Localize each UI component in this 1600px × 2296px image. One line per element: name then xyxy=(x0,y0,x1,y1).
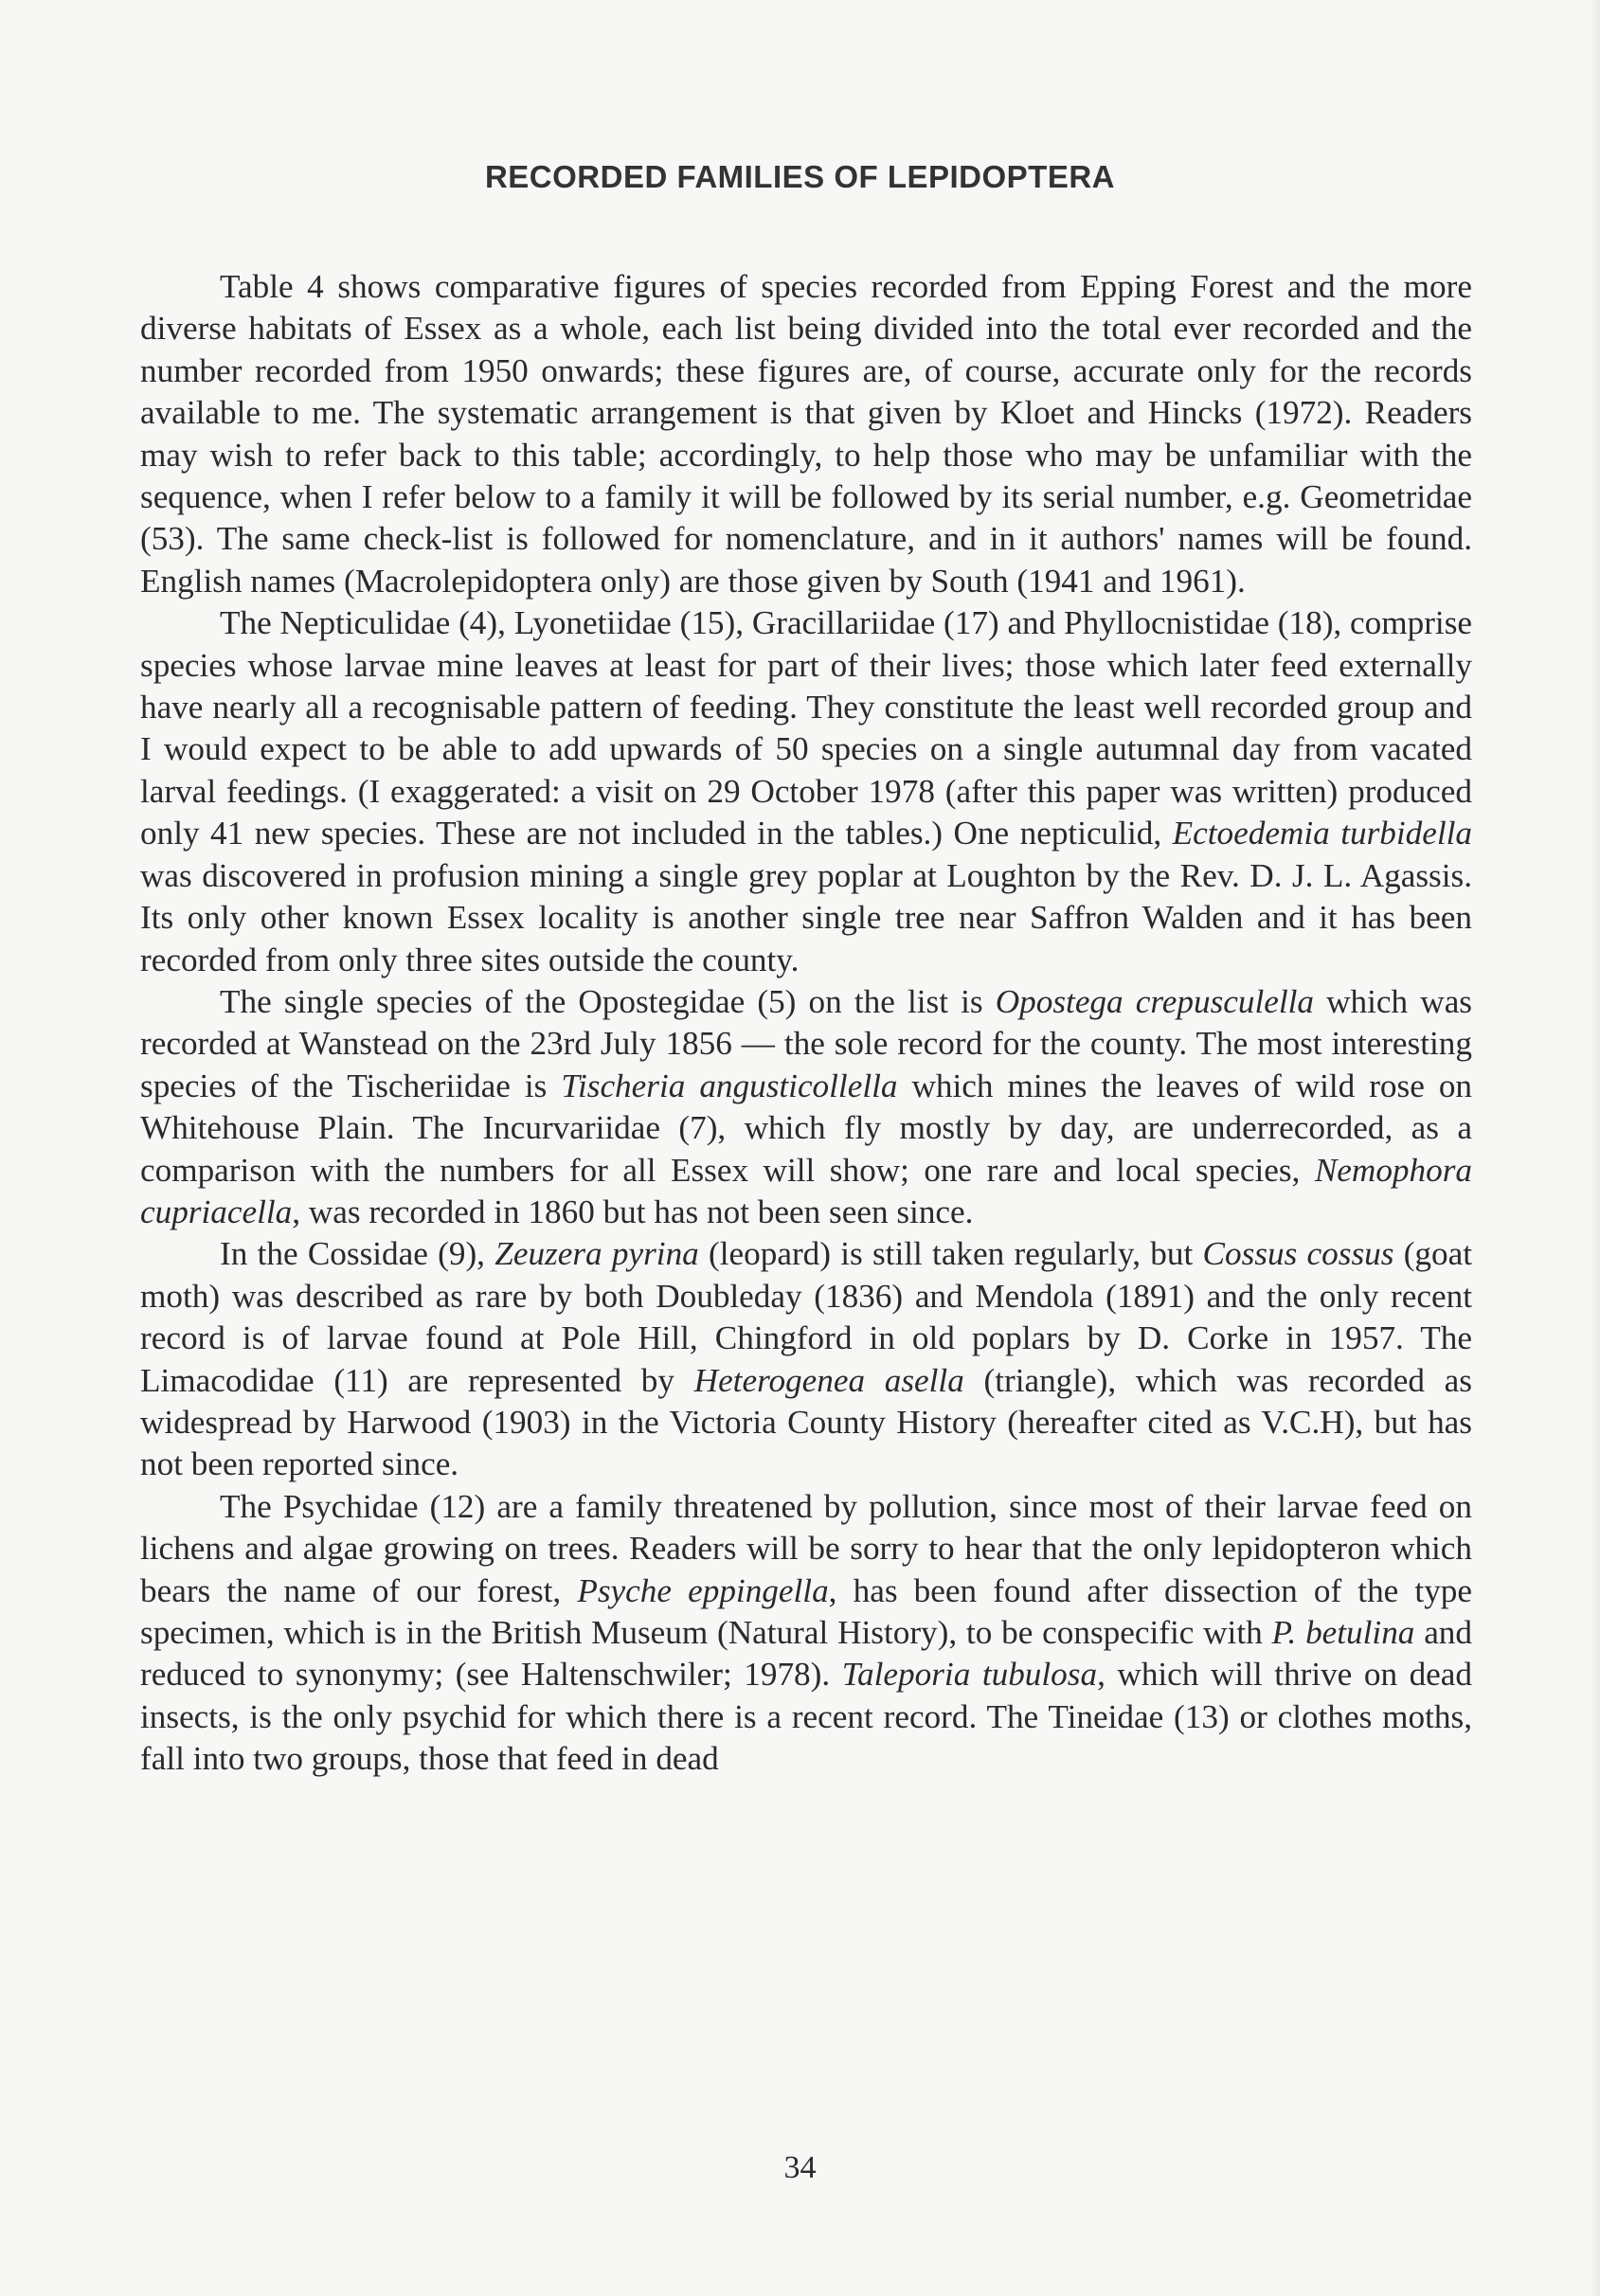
species-name: P. betulina xyxy=(1271,1614,1415,1651)
species-name: Taleporia tubulosa xyxy=(841,1656,1098,1694)
text-run: (goat moth) was described as rare by both Doubleday (1836) and Mendola (1891) and the only recent record is of larvae found at Pole Hill, Chingford in old poplars by D. Corke in 1957. The Limacodidae (11) are represented by xyxy=(140,1235,1472,1399)
text-run: , has been found after dissection of the type specimen, which is in the British Museum (Natural History), to be conspecific with xyxy=(140,1571,1473,1651)
article-body xyxy=(140,266,1472,1781)
species-name: Opostega crepusculella xyxy=(995,982,1315,1020)
text-run: and reduced to synonymy; (see Haltenschwiler; 1978). xyxy=(140,1614,1472,1694)
text-run: (leopard) is still taken regularly, but xyxy=(698,1235,1203,1273)
page-edge-shadow xyxy=(1591,0,1600,2296)
species-name: Nemophora cupriacella xyxy=(140,1151,1472,1230)
text-run: which was recorded at Wanstead on the 23rd July 1856 — the sole record for the county. The most interesting species of the Tischeriidae is xyxy=(140,982,1473,1104)
text-run: which mines the leaves of wild rose on Whitehouse Plain. The Incurvariidae (7), which fly mostly by day, are underrecorded, as a comparison with the numbers for all Essex will show; one rare and local species, xyxy=(140,1067,1473,1189)
text-run: , which will thrive on dead insects, is the only psychid for which there is a recent record. The Tineidae (13) or clothes moths, fall into two groups, those that feed in dead xyxy=(140,1656,1473,1778)
text-run: The single species of the Opostegidae (5) on the list is xyxy=(220,982,996,1020)
page-title: RECORDED FAMILIES OF LEPIDOPTERA xyxy=(484,159,1116,195)
paragraph xyxy=(140,266,1472,602)
text-run: Table 4 shows comparative figures of species recorded from Epping Forest and the more diverse habitats of Essex as a whole, each list being divided into the total ever recorded and the number recorded from 1950 onwards; these figures are, of course, accurate only for the records available to me. The systematic arrangement is that given by Kloet and Hincks (1972). Readers may wish to refer back to this table; accordingly, to help those who may be unfamiliar with the sequence, when I refer below to a family it will be followed by its serial number, e.g. Geometridae (53). The same check-list is followed for nomenclature, and in it authors' names will be found. English names (Macrolepidoptera only) are those given by South (1941 and 1961). xyxy=(140,268,1472,600)
paragraph xyxy=(140,602,1472,981)
species-name: Psyche eppingella xyxy=(577,1571,829,1609)
text-run: , was recorded in 1860 but has not been seen since. xyxy=(292,1193,974,1230)
paragraph xyxy=(140,1233,1472,1485)
text-run: (triangle), which was recorded as widespread by Harwood (1903) in the Victoria County History (hereafter cited as V.C.H), but has not been reported since. xyxy=(140,1361,1472,1483)
page-number: 34 xyxy=(783,2150,817,2185)
text-run: The Nepticulidae (4), Lyonetiidae (15), Gracillariidae (17) and Phyllocnistidae (18), comprise species whose larvae mine leaves at least for part of their lives; those which later feed externally have nearly all a recognisable pattern of feeding. They constitute the least well recorded group and I would expect to be able to add upwards of 50 species on a single autumnal day from vacated larval feedings. (I exaggerated: a visit on 29 October 1978 (after this paper was written) produced only 41 new species. These are not included in the tables.) One nepticulid, xyxy=(140,604,1473,852)
text-run: The Psychidae (12) are a family threatened by pollution, since most of their larvae feed on lichens and algae growing on trees. Readers will be sorry to hear that the only lepidopteron which bears the name of our forest, xyxy=(140,1487,1472,1609)
paragraph xyxy=(140,1486,1472,1781)
species-name: Heterogenea asella xyxy=(693,1361,964,1399)
species-name: Cossus cossus xyxy=(1202,1235,1394,1273)
text-run: was discovered in profusion mining a single grey poplar at Loughton by the Rev. D. J. L. Agassis. Its only other known Essex locality is another single tree near Saffron Walden and it has been recorded from only three sites outside the county. xyxy=(140,856,1472,978)
species-name: Tischeria angusticollella xyxy=(561,1067,898,1104)
text-run: In the Cossidae (9), xyxy=(220,1235,495,1273)
species-name: Ectoedemia turbidella xyxy=(1172,815,1472,852)
paragraph xyxy=(140,981,1472,1233)
species-name: Zeuzera pyrina xyxy=(494,1235,699,1273)
